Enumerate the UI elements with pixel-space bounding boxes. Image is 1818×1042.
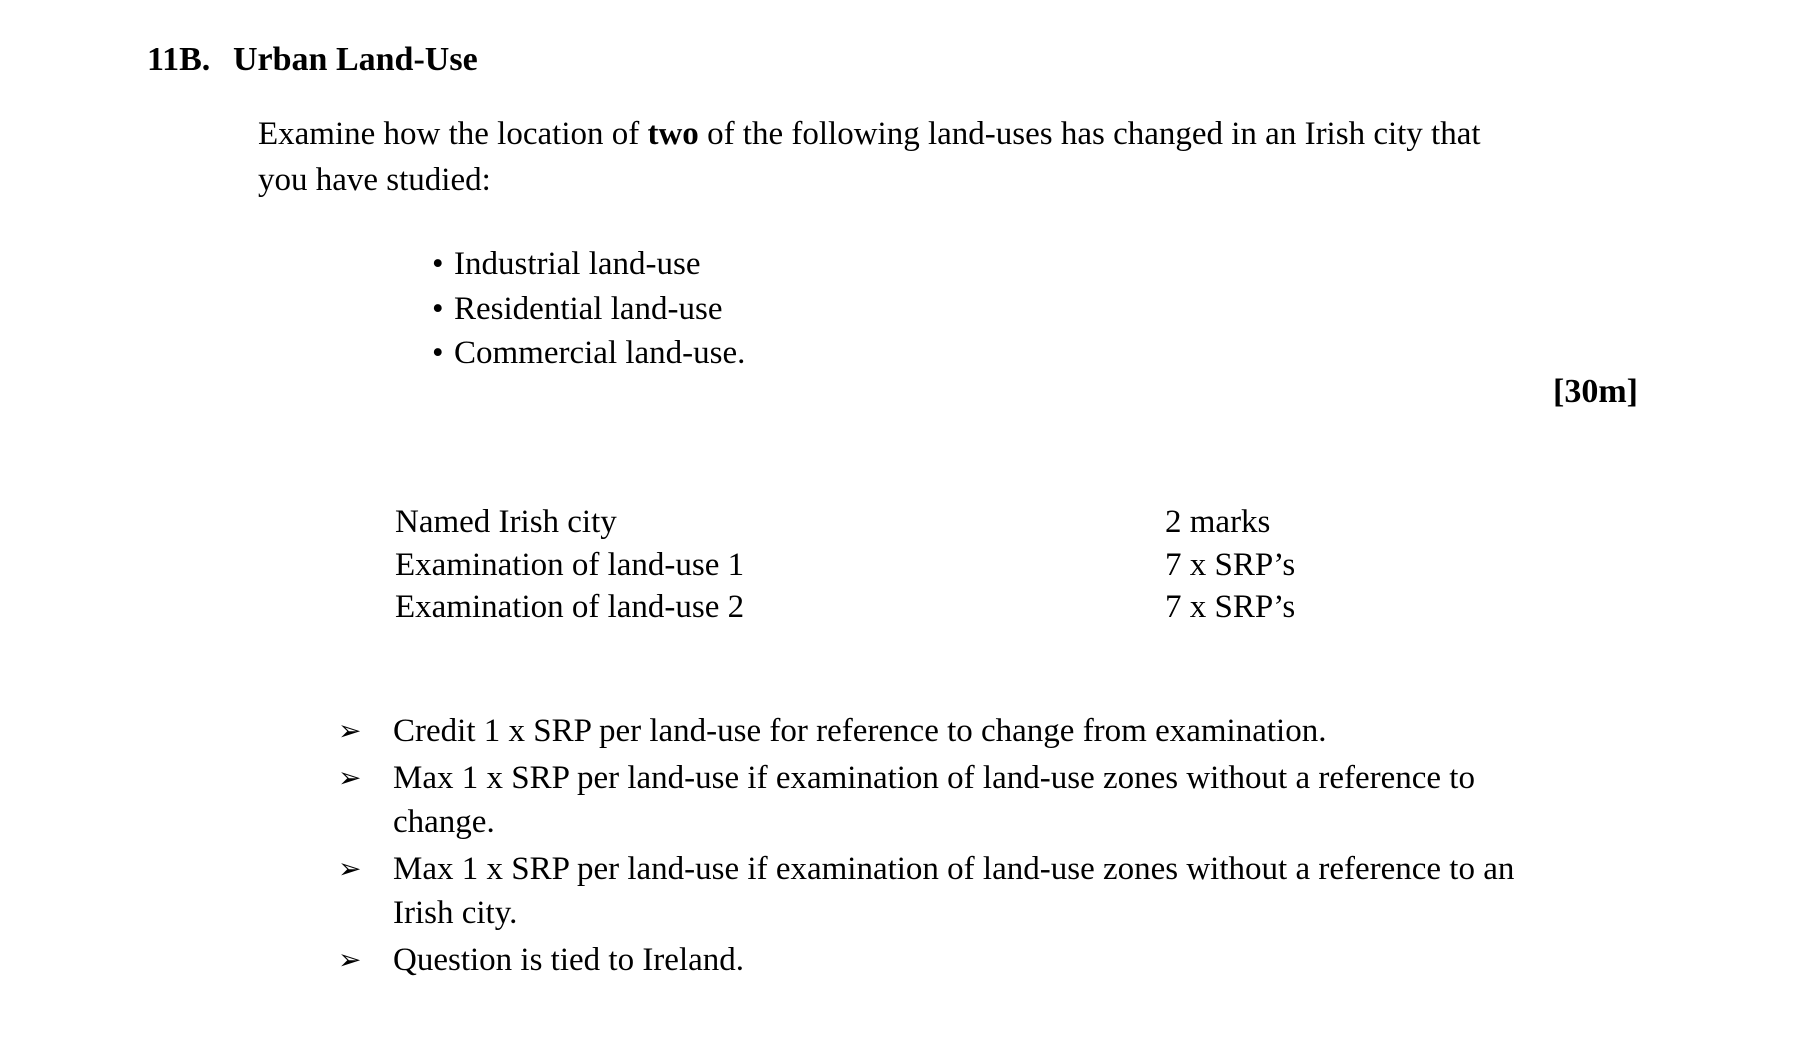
land-use-options-list bbox=[432, 242, 745, 376]
marking-scheme-table bbox=[395, 501, 1295, 629]
prompt-emphasis: two bbox=[647, 116, 699, 152]
note-text: Credit 1 x SRP per land-use for reference to change from examination. bbox=[393, 713, 1327, 749]
bullet-icon: • bbox=[432, 335, 444, 371]
marks-badge: [30m] bbox=[1553, 373, 1638, 410]
list-item bbox=[338, 847, 1514, 935]
question-title: Urban Land-Use bbox=[233, 41, 478, 78]
table-row bbox=[395, 544, 1295, 587]
question-number: 11B. bbox=[147, 41, 211, 78]
prompt-text: of the following land-uses has changed in an Irish city that bbox=[698, 116, 1481, 152]
bullet-icon: • bbox=[432, 246, 444, 282]
arrowhead-bullet-icon: ➢ bbox=[338, 761, 362, 794]
note-text: Question is tied to Ireland. bbox=[393, 942, 745, 978]
criterion-cell: Examination of land-use 2 bbox=[395, 589, 745, 625]
arrowhead-bullet-icon: ➢ bbox=[338, 943, 362, 976]
list-item bbox=[338, 938, 1514, 982]
allocation-cell: 2 marks bbox=[1165, 504, 1271, 540]
criterion-cell: Named Irish city bbox=[395, 504, 617, 540]
list-item bbox=[338, 756, 1514, 844]
arrowhead-bullet-icon: ➢ bbox=[338, 852, 362, 885]
question-prompt bbox=[258, 112, 1481, 203]
marking-notes-list bbox=[338, 709, 1514, 985]
prompt-line-1 bbox=[258, 112, 1481, 158]
list-item bbox=[338, 709, 1514, 753]
list-item bbox=[432, 287, 745, 332]
note-text: Max 1 x SRP per land-use if examination of land-use zones without a reference to an Irish city. bbox=[393, 851, 1515, 931]
table-row bbox=[395, 501, 1295, 544]
note-text: Max 1 x SRP per land-use if examination of land-use zones without a reference to change. bbox=[393, 760, 1475, 840]
allocation-cell: 7 x SRP’s bbox=[1165, 589, 1296, 625]
criterion-cell: Examination of land-use 1 bbox=[395, 546, 745, 583]
table-row bbox=[395, 586, 1295, 629]
arrowhead-bullet-icon: ➢ bbox=[338, 714, 362, 747]
list-item bbox=[432, 331, 745, 376]
question-header bbox=[147, 40, 478, 80]
bullet-icon: • bbox=[432, 290, 444, 327]
prompt-text: Examine how the location of bbox=[258, 116, 648, 152]
option-label: Residential land-use bbox=[454, 290, 723, 327]
list-item bbox=[432, 242, 745, 287]
option-label: Commercial land-use. bbox=[454, 335, 746, 371]
prompt-line-2: you have studied: bbox=[258, 161, 491, 198]
option-label: Industrial land-use bbox=[454, 246, 701, 282]
allocation-cell: 7 x SRP’s bbox=[1165, 546, 1296, 583]
